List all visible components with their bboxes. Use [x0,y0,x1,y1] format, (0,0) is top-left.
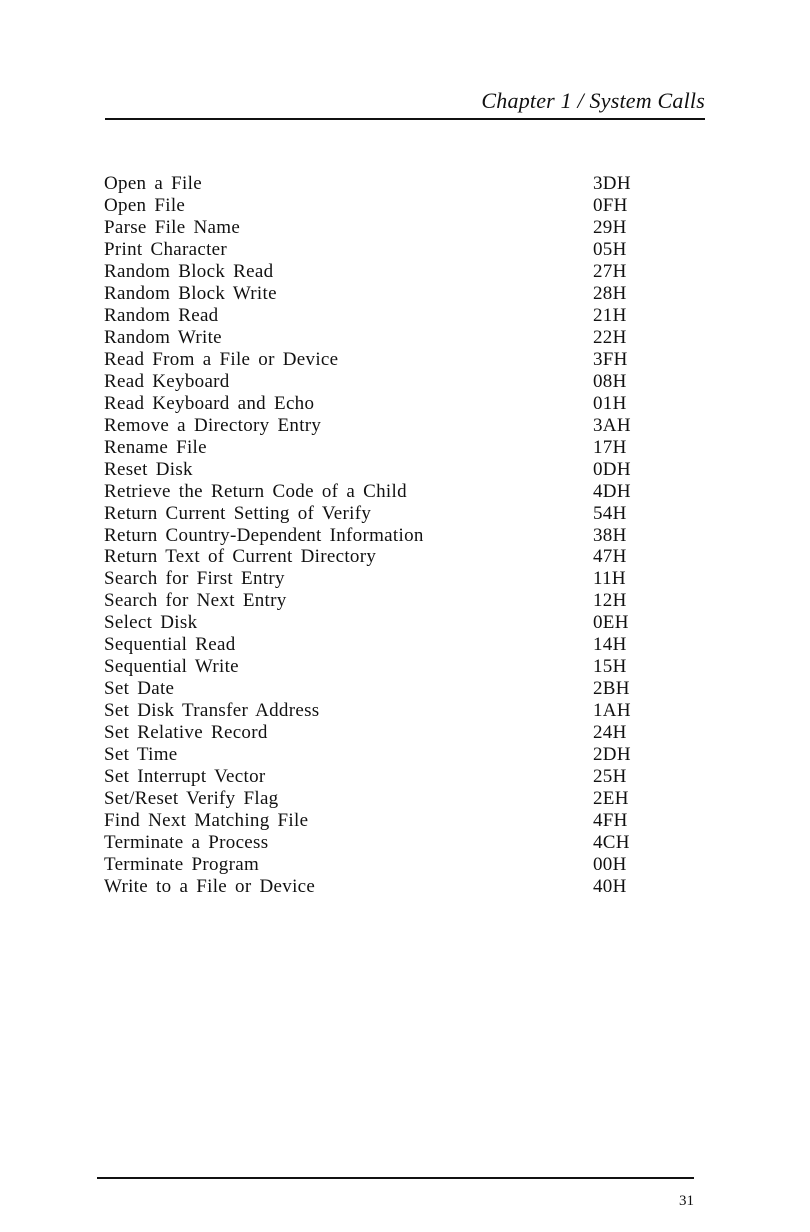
system-call-code: 47H [593,546,627,568]
system-call-code: 14H [593,634,627,656]
system-call-name: Find Next Matching File [104,810,309,832]
running-header [105,88,705,118]
system-call-row [104,854,664,876]
system-call-name: Search for Next Entry [104,590,287,612]
system-call-code: 2EH [593,788,629,810]
system-call-name: Sequential Write [104,656,239,678]
system-call-row [104,810,664,832]
system-call-row [104,503,664,525]
system-call-code: 12H [593,590,627,612]
system-call-row [104,744,664,766]
system-call-code: 3DH [593,173,631,194]
system-call-code: 38H [593,524,627,546]
system-call-code: 17H [593,436,627,458]
system-call-name: Random Block Write [104,282,277,304]
system-call-row [104,393,664,415]
system-call-code: 28H [593,282,627,304]
system-call-name: Random Write [104,326,222,348]
system-call-code: 05H [593,238,627,260]
system-call-code: 24H [593,722,627,744]
system-call-name: Read Keyboard and Echo [104,392,315,414]
system-call-name: Return Current Setting of Verify [104,502,372,524]
system-call-row [104,437,664,459]
chapter-title: Chapter 1 / System Calls [481,88,705,113]
system-call-row [104,525,664,547]
system-call-row [104,239,664,261]
system-call-row [104,634,664,656]
system-call-code: 0DH [593,458,631,480]
system-call-row [104,173,664,195]
system-call-code: 21H [593,304,627,326]
system-call-name: Print Character [104,238,228,260]
system-call-row [104,349,664,371]
system-call-row [104,459,664,481]
system-call-code: 4DH [593,480,631,502]
system-call-code: 11H [593,568,626,590]
system-call-name: Read From a File or Device [104,348,339,370]
header-rule [105,118,705,120]
system-call-row [104,568,664,590]
system-call-row [104,305,664,327]
system-call-code: 0EH [593,612,629,634]
system-call-name: Search for First Entry [104,568,285,590]
system-call-code: 1AH [593,700,631,722]
system-call-row [104,590,664,612]
system-call-name: Set Interrupt Vector [104,766,266,788]
system-call-code: 15H [593,656,627,678]
system-call-code: 4CH [593,832,630,854]
system-call-row [104,261,664,283]
system-call-code: 4FH [593,810,628,832]
system-call-list [104,173,664,898]
footer-rule [97,1177,694,1179]
system-call-row [104,283,664,305]
system-call-name: Rename File [104,436,207,458]
page-number: 31 [679,1193,694,1209]
system-call-row [104,546,664,568]
system-call-row [104,700,664,722]
system-call-name: Parse File Name [104,216,241,238]
system-call-code: 40H [593,876,627,897]
system-call-name: Random Block Read [104,260,274,282]
system-call-name: Read Keyboard [104,370,230,392]
system-call-row [104,766,664,788]
system-call-code: 2DH [593,744,631,766]
system-call-name: Retrieve the Return Code of a Child [104,480,407,502]
system-call-code: 3AH [593,414,631,436]
system-call-code: 08H [593,370,627,392]
system-call-name: Open File [104,194,186,216]
system-call-row [104,327,664,349]
system-call-name: Sequential Read [104,634,236,656]
system-call-code: 29H [593,216,627,238]
system-call-name: Random Read [104,304,219,326]
system-call-code: 22H [593,326,627,348]
system-call-name: Set Date [104,678,175,700]
system-call-row [104,788,664,810]
system-call-name: Reset Disk [104,458,193,480]
system-call-row [104,832,664,854]
system-call-name: Select Disk [104,612,198,634]
system-call-name: Remove a Directory Entry [104,414,322,436]
system-call-row [104,678,664,700]
system-call-row [104,481,664,503]
system-call-code: 0FH [593,194,628,216]
system-call-code: 00H [593,854,627,876]
system-call-row [104,415,664,437]
system-call-row [104,195,664,217]
system-call-row [104,876,664,898]
system-call-row [104,656,664,678]
system-call-row [104,722,664,744]
system-call-name: Set Relative Record [104,722,268,744]
system-call-code: 3FH [593,348,628,370]
system-call-code: 27H [593,260,627,282]
system-call-row [104,217,664,239]
system-call-code: 54H [593,502,627,524]
system-call-name: Set/Reset Verify Flag [104,788,279,810]
system-call-code: 2BH [593,678,630,700]
system-call-row [104,612,664,634]
system-call-name: Return Country-Dependent Information [104,524,424,546]
system-call-name: Set Time [104,744,178,766]
system-call-code: 01H [593,392,627,414]
system-call-name: Terminate a Process [104,832,269,854]
system-call-name: Set Disk Transfer Address [104,700,320,722]
system-call-name: Return Text of Current Directory [104,546,377,568]
system-call-name: Write to a File or Device [104,876,316,897]
system-call-row [104,371,664,393]
system-call-name: Terminate Program [104,854,260,876]
system-call-name: Open a File [104,173,202,194]
system-call-code: 25H [593,766,627,788]
